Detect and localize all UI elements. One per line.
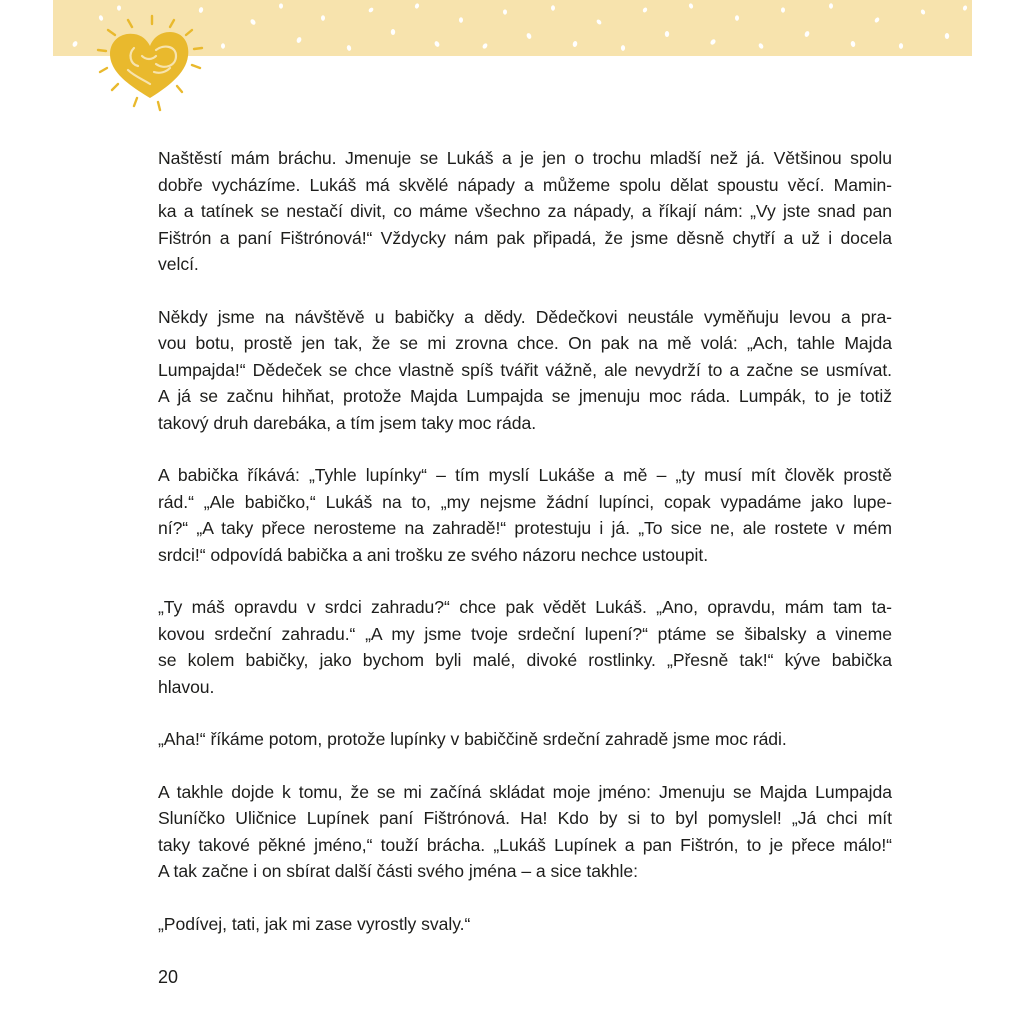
paragraph [158,304,892,437]
heart-icon [94,14,206,114]
text-line: ka a tatínek se nestačí divit, co máme všechno za nápady, a říkají nám: „Vy jste snad pan [158,201,892,221]
text-line: A takhle dojde k tomu, že se mi začíná skládat moje jméno: Jmenuju se Majda Lumpajda [158,781,892,802]
text-line: rád.“ „Ale babičko,“ Lukáš na to, „my nejsme žádní lupínci, copak vypadáme jako lupe- [158,491,892,512]
text-line: se kolem babičky, jako bychom byli malé, divoké rostlinky. „Přesně tak!“ kýve babička [158,650,892,670]
text-line: A babička říkává: „Tyhle lupínky“ – tím myslí Lukáše a mě – „ty musí mít člověk prostě [158,465,892,485]
text-line: kovou srdeční zahradu.“ „A my jsme tvoje srdeční lupení?“ ptáme se šibalsky a vineme [158,623,892,644]
text-line: dobře vycházíme. Lukáš má skvělé nápady a můžeme spolu dělat spoustu věcí. Mamin- [158,174,892,195]
text-line: Lumpajda!“ Dědeček se chce vlastně spíš tvářit vážně, ale nevydrží to a začne se usmívat. [158,359,892,380]
paragraph [158,779,892,885]
text-line: „Podívej, tati, jak mi zase vyrostly svaly.“ [158,913,471,934]
text-line: vou botu, prostě jen tak, že se mi zrovna chce. On pak na mě volá: „Ach, tahle Majda [158,333,892,353]
paragraph [158,462,892,568]
text-line: Naštěstí mám bráchu. Jmenuje se Lukáš a je jen o trochu mladší než já. Většinou spolu [158,148,892,168]
text-line: „Ty máš opravdu v srdci zahradu?“ chce pak vědět Lukáš. „Ano, opravdu, mám tam ta- [158,597,892,617]
text-line: ní?“ „A taky přece nerosteme na zahradě!“ protestuju i já. „To sice ne, ale rostete v mém [158,518,892,538]
text-line: hlavou. [158,676,215,697]
text-line: velcí. [158,254,199,274]
text-line: takový druh darebáka, a tím jsem taky moc ráda. [158,412,537,433]
paragraph [158,145,892,278]
paragraph [158,594,892,700]
text-line: A já se začnu hihňat, protože Majda Lumpajda se jmenuju moc ráda. Lumpák, to je totiž [158,386,892,406]
text-line: srdci!“ odpovídá babička a ani trošku ze svého názoru nechce ustoupit. [158,544,709,565]
text-line: Fištrón a paní Fištrónová!“ Vždycky nám pak připadá, že jsme děsně chytří a už i docela [158,227,892,248]
text-line: Sluníčko Uličnice Lupínek paní Fištrónová. Ha! Kdo by si to byl pomyslel! „Já chci mít [158,808,892,828]
text-line: Někdy jsme na návštěvě u babičky a dědy. Dědečkovi neustále vyměňuju levou a pra- [158,306,892,327]
text-line: A tak začne i on sbírat další části svého jména – a sice takhle: [158,861,638,881]
body-text [158,145,892,963]
text-line: taky takové pěkné jméno,“ touží brácha. „Lukáš Lupínek a pan Fištrón, to je přece málo!“ [158,834,892,855]
page-number: 20 [158,967,179,987]
text-line: „Aha!“ říkáme potom, protože lupínky v babiččině srdeční zahradě jsme moc rádi. [158,729,787,749]
paragraph [158,911,892,938]
paragraph [158,726,892,753]
